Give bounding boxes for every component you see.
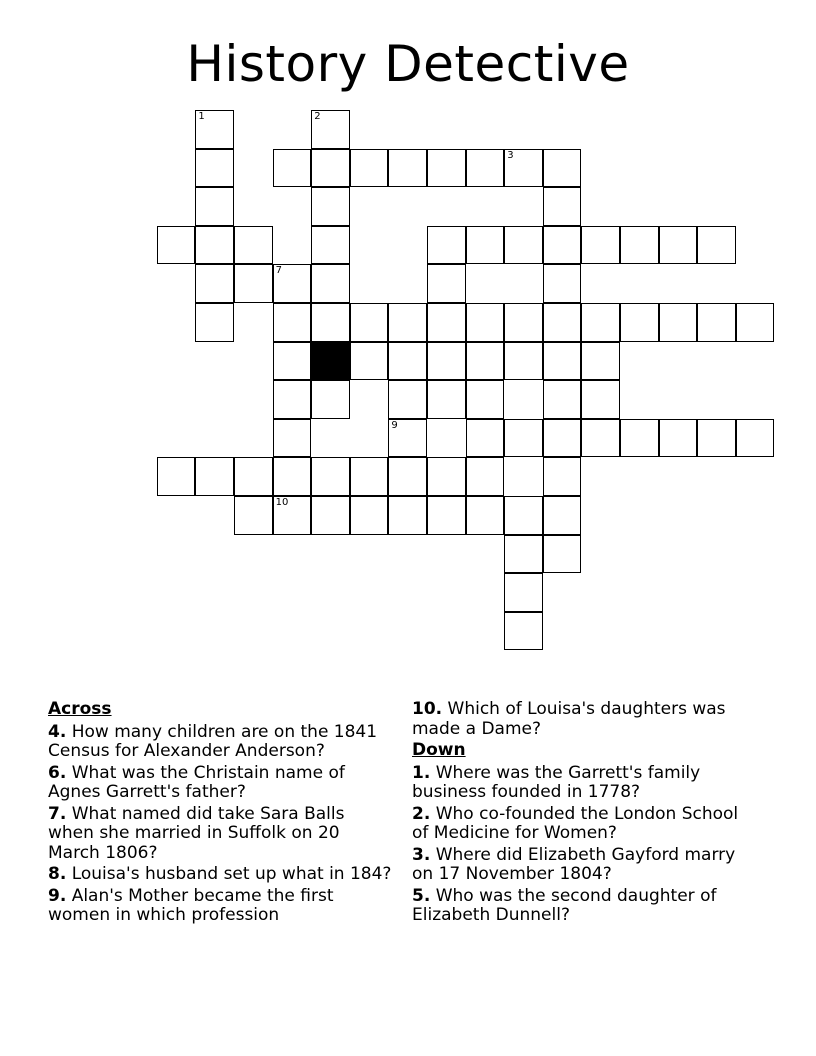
grid-cell[interactable] (543, 303, 582, 342)
grid-cell[interactable] (427, 226, 466, 265)
grid-cell[interactable] (504, 226, 543, 265)
grid-cell[interactable] (543, 264, 582, 303)
grid-cell[interactable] (427, 496, 466, 535)
grid-cell[interactable] (697, 303, 736, 342)
grid-cell[interactable] (543, 226, 582, 265)
clue-across-6: 6. What was the Christain name of Agnes Garrett's father? (48, 762, 345, 802)
grid-cell[interactable] (234, 457, 273, 496)
grid-cell[interactable] (427, 380, 466, 419)
grid-cell[interactable] (273, 380, 312, 419)
grid-cell[interactable] (659, 419, 698, 458)
clue-down-1: 1. Where was the Garrett's family business founded in 1778? (412, 762, 701, 802)
grid-cell[interactable] (311, 303, 350, 342)
grid-cell[interactable] (504, 419, 543, 458)
puzzle-title: History Detective (186, 35, 630, 93)
grid-cell[interactable] (234, 496, 273, 535)
grid-cell[interactable] (350, 303, 389, 342)
grid-cell[interactable] (581, 419, 620, 458)
grid-cell[interactable] (504, 496, 543, 535)
grid-cell[interactable] (581, 226, 620, 265)
clue-down-5: 5. Who was the second daughter of Elizabeth Dunnell? (412, 885, 717, 925)
grid-cell[interactable] (350, 149, 389, 188)
grid-cell[interactable] (195, 226, 234, 265)
across-heading: Across (48, 699, 112, 719)
grid-cell[interactable] (427, 264, 466, 303)
grid-cell[interactable] (273, 264, 312, 303)
grid-cell[interactable] (543, 457, 582, 496)
clue-across-7: 7. What named did take Sara Balls when she married in Suffolk on 20 March 1806? (48, 803, 345, 863)
grid-cell[interactable] (388, 342, 427, 381)
clues-column-right (412, 700, 757, 928)
grid-cell[interactable] (504, 149, 543, 188)
grid-cell[interactable] (427, 342, 466, 381)
grid-cell[interactable] (736, 303, 775, 342)
clue-number: 1 (198, 111, 205, 122)
grid-cell[interactable] (311, 110, 350, 149)
grid-cell[interactable] (195, 187, 234, 226)
clue-number: 2 (314, 111, 321, 122)
grid-cell[interactable] (350, 496, 389, 535)
grid-cell[interactable] (504, 342, 543, 381)
grid-cell[interactable] (311, 149, 350, 188)
grid-cell[interactable] (311, 264, 350, 303)
grid-cell[interactable] (273, 149, 312, 188)
grid-cell[interactable] (620, 226, 659, 265)
grid-cell[interactable] (195, 457, 234, 496)
grid-cell[interactable] (195, 110, 234, 149)
grid-cell[interactable] (388, 380, 427, 419)
clue-number: 10 (275, 497, 289, 508)
grid-cell[interactable] (427, 149, 466, 188)
grid-cell[interactable] (350, 342, 389, 381)
grid-cell[interactable] (195, 303, 234, 342)
grid-cell[interactable] (543, 187, 582, 226)
grid-cell[interactable] (504, 535, 543, 574)
grid-cell[interactable] (311, 457, 350, 496)
clue-across-9: 9. Alan's Mother became the first women in which profession (48, 885, 334, 925)
grid-cell[interactable] (504, 303, 543, 342)
grid-cell[interactable] (273, 342, 312, 381)
block-cell (311, 342, 350, 381)
grid-cell[interactable] (234, 264, 273, 303)
grid-cell[interactable] (620, 303, 659, 342)
clues-column-left (48, 700, 393, 928)
grid-cell[interactable] (504, 573, 543, 612)
down-heading: Down (412, 740, 466, 760)
grid-cell[interactable] (273, 457, 312, 496)
grid-cell[interactable] (543, 149, 582, 188)
grid-cell[interactable] (388, 419, 427, 458)
clue-number: 3 (507, 149, 514, 161)
grid-cell[interactable] (157, 457, 196, 496)
grid-cell[interactable] (581, 303, 620, 342)
grid-cell[interactable] (581, 380, 620, 419)
grid-cell[interactable] (157, 226, 196, 265)
grid-cell[interactable] (466, 226, 505, 265)
clue-across-10: 10. Which of Louisa's daughters was made a Dame? (412, 699, 726, 739)
grid-cell[interactable] (659, 226, 698, 265)
clue-across-8: 8. Louisa's husband set up what in 184? (48, 864, 392, 884)
grid-cell[interactable] (273, 496, 312, 535)
clue-number: 7 (275, 265, 282, 277)
clue-across-4: 4. How many children are on the 1841 Census for Alexander Anderson? (48, 721, 378, 761)
grid-cell[interactable] (466, 419, 505, 458)
clue-down-2: 2. Who co-founded the London School of Medicine for Women? (412, 803, 739, 843)
grid-cell[interactable] (273, 419, 312, 458)
grid-cell[interactable] (311, 496, 350, 535)
grid-cell[interactable] (388, 149, 427, 188)
grid-cell[interactable] (311, 226, 350, 265)
grid-cell[interactable] (388, 496, 427, 535)
grid-cell[interactable] (273, 303, 312, 342)
grid-cell[interactable] (466, 149, 505, 188)
clue-number: 9 (391, 419, 398, 431)
grid-cell[interactable] (427, 303, 466, 342)
grid-cell[interactable] (659, 303, 698, 342)
grid-cell[interactable] (543, 342, 582, 381)
grid-cell[interactable] (466, 380, 505, 419)
grid-cell[interactable] (388, 303, 427, 342)
grid-cell[interactable] (697, 419, 736, 458)
grid-cell[interactable] (466, 342, 505, 381)
grid-cell[interactable] (311, 380, 350, 419)
grid-cell[interactable] (736, 419, 775, 458)
grid-cell[interactable] (543, 380, 582, 419)
grid-cell[interactable] (620, 419, 659, 458)
grid-cell[interactable] (543, 496, 582, 535)
grid-cell[interactable] (466, 303, 505, 342)
grid-cell[interactable] (195, 149, 234, 188)
grid-cell[interactable] (234, 226, 273, 265)
clue-down-3: 3. Where did Elizabeth Gayford marry on 17 November 1804? (412, 844, 736, 884)
grid-cell[interactable] (504, 612, 543, 651)
grid-cell[interactable] (543, 419, 582, 458)
grid-cell[interactable] (466, 496, 505, 535)
grid-cell[interactable] (697, 226, 736, 265)
grid-cell[interactable] (466, 457, 505, 496)
grid-cell[interactable] (311, 187, 350, 226)
grid-cell[interactable] (581, 342, 620, 381)
grid-cell[interactable] (427, 457, 466, 496)
grid-cell[interactable] (195, 264, 234, 303)
grid-cell[interactable] (350, 457, 389, 496)
grid-cell[interactable] (388, 457, 427, 496)
grid-cell[interactable] (543, 535, 582, 574)
